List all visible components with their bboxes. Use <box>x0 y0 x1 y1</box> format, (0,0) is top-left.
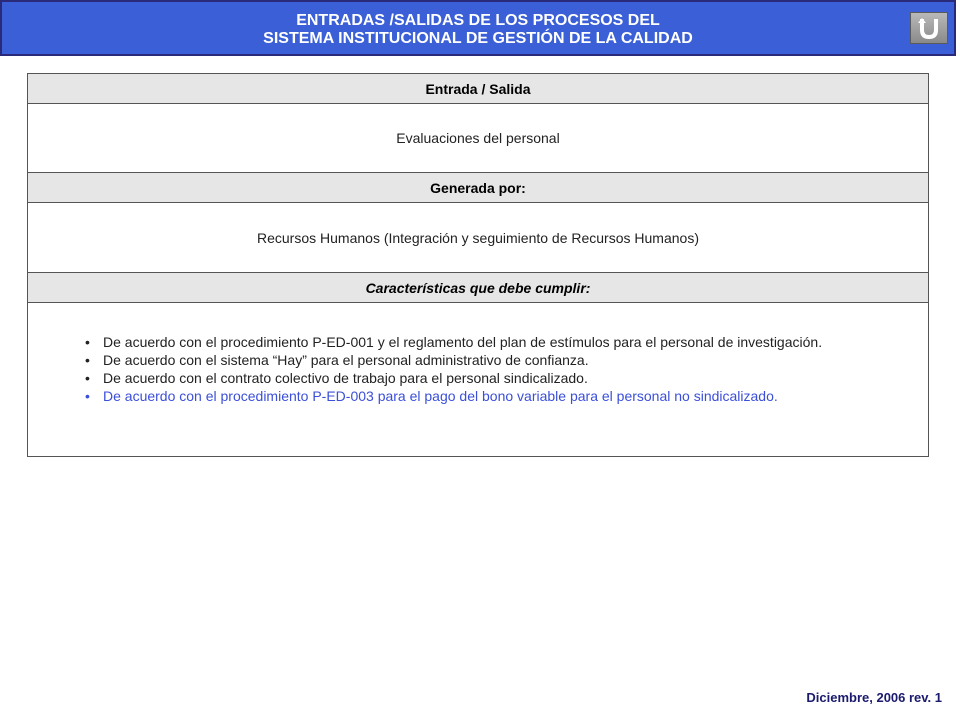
header-banner <box>0 0 956 56</box>
caracteristicas-header: Características que debe cumplir: <box>28 273 928 303</box>
revision-footer: Diciembre, 2006 rev. 1 <box>806 690 942 705</box>
list-item: • De acuerdo con el sistema “Hay” para el personal administrativo de confianza. <box>85 351 863 369</box>
info-table <box>27 73 929 457</box>
u-turn-back-icon <box>917 17 941 39</box>
caracteristicas-list-cell <box>28 303 928 456</box>
page-title <box>72 12 884 48</box>
title-line-2: SISTEMA INSTITUCIONAL DE GESTIÓN DE LA CALIDAD <box>263 30 693 47</box>
list-item: • De acuerdo con el procedimiento P-ED-001 y el reglamento del plan de estímulos para el personal de investigación. <box>85 333 863 351</box>
entrada-salida-value: Evaluaciones del personal <box>28 104 928 173</box>
back-button[interactable] <box>910 12 948 44</box>
generada-por-header: Generada por: <box>28 173 928 203</box>
entrada-salida-header: Entrada / Salida <box>28 74 928 104</box>
title-line-1: ENTRADAS /SALIDAS DE LOS PROCESOS DEL <box>296 12 660 29</box>
list-item-highlighted: • De acuerdo con el procedimiento P-ED-003 para el pago del bono variable para el personal no sindicalizado. <box>85 387 863 405</box>
caracteristicas-list <box>28 303 928 405</box>
list-item: • De acuerdo con el contrato colectivo de trabajo para el personal sindicalizado. <box>85 369 863 387</box>
generada-por-value: Recursos Humanos (Integración y seguimiento de Recursos Humanos) <box>28 203 928 273</box>
